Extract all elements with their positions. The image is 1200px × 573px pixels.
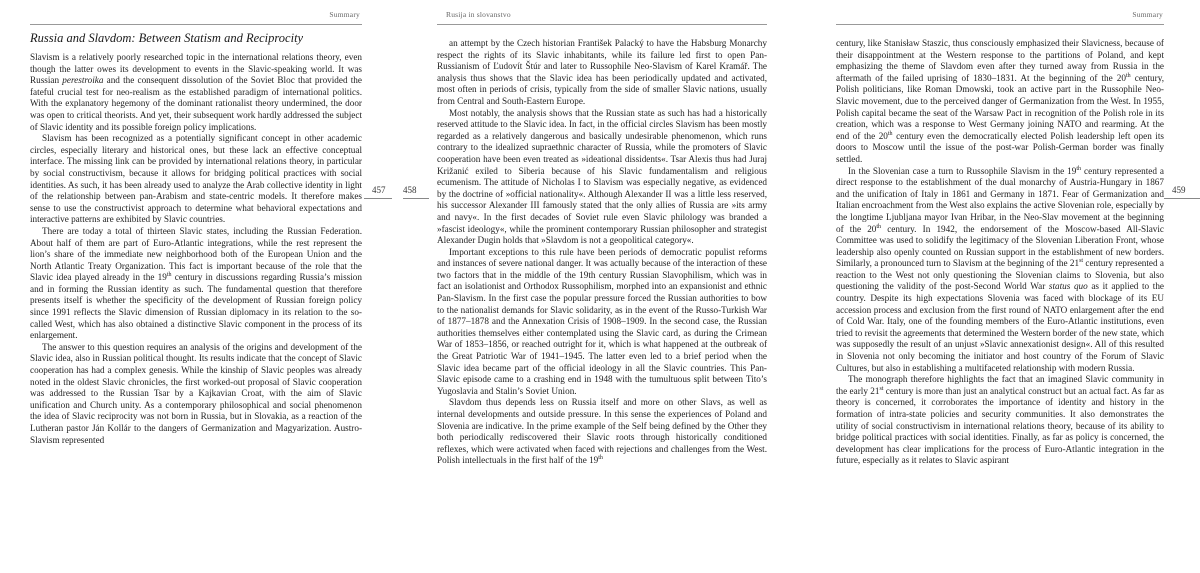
body-paragraph: The monograph therefore highlights the fact that an imagined Slavic community in the early 21st century is more than just an analytical construct but an actual fact. As far as theory is concerned, it corroborates the importance of identity and history in the formation of intra-state policies and security communities. It also demonstrates the utility of social constructivism in international relations theory, because of its ability to bridge political practices with social identities. Finally, as far as policy is concerned, the development has clear implications for the process of Euro-Atlantic integration in the future, especially as it relates to Slavic aspirant xyxy=(836,374,1164,466)
page-left xyxy=(0,0,392,573)
body-paragraph: century, like Stanisław Staszic, thus consciously emphasized their Slavicness, because of their disappointment at the Western response to the partitions of Poland, and kept emphasizing the theme of Slavdom even after they turned away from Russia in the aftermath of the failed uprising of 1830–1831. At the beginning of the 20th century, Polish politicians, like Roman Dmowski, took an active part in the Russophile Neo-Slavic movement, due to the perceived danger of Germanization from the West. In 1955, Polish capital became the seat of the Warsaw Pact in recognition of the Polish role in its creation, which was a response to West Germany joining NATO and rearming. At the end of the 20th century even the democratically elected Polish leadership left open its doors to Moscow until the issue of the post-war Polish-German border was finally settled. xyxy=(836,38,1164,164)
header-rule xyxy=(836,24,1164,25)
body-paragraph: Slavism is a relatively poorly researched topic in the international relations theory, even though the latter owes its development to events in the Slavic-speaking world. It was Russian perestroika and the consequent dissolution of the Soviet Bloc that provided the fateful crucial test for neo-realism as the established paradigm of international politics. With the explanatory hegemony of the dominant rationalist theory undermined, the door was open to critical theorists. And yet, their subsequent work hardly addressed the subject of Slavic identity and its possible foreign policy implications. xyxy=(30,52,362,132)
body-paragraph: Important exceptions to this rule have been periods of democratic populist reforms and instances of severe national danger. It was actually because of the interaction of these two factors that in the middle of the 19th century Russian Slavophilism, which was in fact an isolationist and Orthodox Russophilism, morphed into an expansionist and ethnic Pan-Slavism. In the first case the popular pressure forced the Russian authorities to bow to the nationalist demands for Slavic solidarity, as in the event of the Russo-Turkish War of 1877–1878 and the Annexation Crisis of 1908–1909. In the second case, the Russian authorities themselves either contemplated using the Slavic card, as during the Crimean War of 1853–1856, or reached outright for it, which is what happened at the outbreak of the Great Patriotic War of 1941–1945. The latter even led to a brief period when the Slavic idea became part of the official ideology in all the Slavic countries. This Pan-Slavic episode came to a crashing end in 1948 with the tumultuous split between Tito’s Yugoslavia and Stalin’s Soviet Union. xyxy=(437,246,767,396)
folio-rule xyxy=(364,198,392,199)
header-rule xyxy=(30,24,362,25)
body-paragraph: Most notably, the analysis shows that the Russian state as such has had a historically reserved attitude to the Slavic idea. In fact, in the official circles Slavism has been mostly regarded as a relatively dangerous and basically undesirable phenomenon, which runs contrary to the idealized supraethnic character of Russia, while the promoters of Slavic cooperation have been even treated as »ideational dissidents«. Tsar Alexis thus had Juraj Križanić exiled to Siberia because of his Slavic fundamentalism and religious ecumenism. The attitude of Nicholas I to Slavism was especially negative, as evidenced by the doctrine of »official nationality«. Although Alexander II was a little less reserved, his successor Alexander III famously stated that the only allies of Russia are »its army and navy«. In the first decades of Soviet rule even Slavic philology was branded a »fascist ideology«, while the prominent contemporary Russian philosopher and strategist Alexander Dugin holds that »Slavdom is not a geopolitical category«. xyxy=(437,107,767,246)
section-heading: Russia and Slavdom: Between Statism and Reciprocity xyxy=(30,31,304,45)
running-head: Summary xyxy=(329,10,360,19)
text-column xyxy=(30,52,362,446)
running-head: Rusija in slovanstvo xyxy=(446,10,511,19)
page-number: 457 xyxy=(372,185,386,195)
header-rule xyxy=(437,24,767,25)
body-paragraph: In the Slovenian case a turn to Russophile Slavism in the 19th century represented a direct response to the establishment of the dual monarchy of Austria-Hungary in 1867 and the unification of Italy in 1861 and Germany in 1871. Fear of Germanization and Italian encroachment from the West also explains the active Slovenian role, especially by the longtime Ljubljana mayor Ivan Hribar, in the Neo-Slav movement at the beginning of the 20th century. In 1942, the endorsement of the Moscow-based All-Slavic Committee was used to solidify the legitimacy of the Slovenian Liberation Front, whose leadership also openly counted on Russian support in the establishment of new borders. Similarly, a pronounced turn to Slavism at the beginning of the 21st century represented a reaction to the West not only questioning the Slovenian claims to Slovenia, but also questioning the validity of the post-Second World War status quo as it applied to the country. Despite its high expectations Slovenia was faced with blockage of its EU accession process and exclusion from the first round of NATO enlargement after the end of Cold War. Italy, one of the founding members of the Euro-Atlantic institutions, even tried to revisit the agreements that determined the Western border of the new state, which was supposedly the result of an unjust »Slavic annexationist design«. All of this resulted in Slovenia not only becoming the initiator and host country of the Forum of Slavic Cultures, but also in establishing a multifaceted relationship with modern Russia. xyxy=(836,165,1164,373)
body-paragraph: Slavism has been recognized as a potentially significant concept in other academic circles, especially literary and historical ones, but these lack an effective conceptual interface. The missing link can be provided by international relations theory, in particular by social constructivism, because it allows for bridging political practices with social identities. As such, it has been already used to analyze the Arab collective identity in light of the relationship between pan-Arabism and state-centric models. It therefore makes sense to use the constructivist approach to determine what behavioral expectations and interactive patterns are exhibited by Slavic countries. xyxy=(30,133,362,225)
text-column xyxy=(836,38,1164,467)
body-paragraph: an attempt by the Czech historian František Palacký to have the Habsburg Monarchy respect the rights of its Slavic inhabitants, while its failure led first to open Pan-Russianism of Ľudovít Štúr and later to Russophile Neo-Slavism of Karel Kramář. The analysis thus shows that the Slavic idea has been periodically updated and activated, most often in periods of crisis, typically from the side of smaller Slavic nations, usually from Central and South-Eastern Europe. xyxy=(437,38,767,106)
page-right xyxy=(800,0,1200,573)
body-paragraph: There are today a total of thirteen Slavic states, including the Russian Federation. About half of them are part of Euro-Atlantic integrations, while the rest represent the lion’s share of the immediate new neighborhood both of the European Union and the North Atlantic Treaty Organization. This fact is important because of the role that the Slavic idea played already in the 19th century in discussions regarding Russia’s mission and in forming the Russian identity as such. The fundamental question that therefore presents itself is whether the specificity of the development of Russian foreign policy since 1991 reflects the Slavic dimension of Russian diplomacy in its relation to the so-called West, which has also obtained a distinctive Slavic component in the process of its enlargement. xyxy=(30,225,362,341)
running-head: Summary xyxy=(1132,10,1163,19)
text-column xyxy=(437,38,767,467)
body-paragraph: The answer to this question requires an analysis of the origins and development of the Slavic idea, also in Russian political thought. Its results indicate that the concept of Slavic cooperation has had a complex genesis. While the kinship of Slavic peoples was already noted in the oldest Slavic chronicles, the first worked-out proposal of Slavic cooperation was addressed to the Russian Tsar by a Kajkavian Croat, with the aim of Slavic unification and Church unity. As a contemporary philosophical and social phenomenon the idea of Slavic reciprocity was not born in Russia, but in Slovakia, as a reaction of the Lutheran pastor Ján Kollár to the dangers of Germanization and Magyarization. Austro-Slavism represented xyxy=(30,341,362,445)
page-number: 459 xyxy=(1172,185,1186,195)
body-paragraph: Slavdom thus depends less on Russia itself and more on other Slavs, as well as internal developments and outside pressure. In this sense the experiences of Poland and Slovenia are indicative. In the prime example of the Self being defined by the Other they both periodically rediscovered their Slavic roots through historically conditioned reflexes, which were activated when faced with rejections and challenges from the West. Polish intellectuals in the first half of the 19th xyxy=(437,397,767,466)
page-number: 458 xyxy=(403,185,417,195)
folio-rule xyxy=(403,198,429,199)
page-middle xyxy=(403,0,798,573)
folio-rule xyxy=(1164,198,1200,199)
